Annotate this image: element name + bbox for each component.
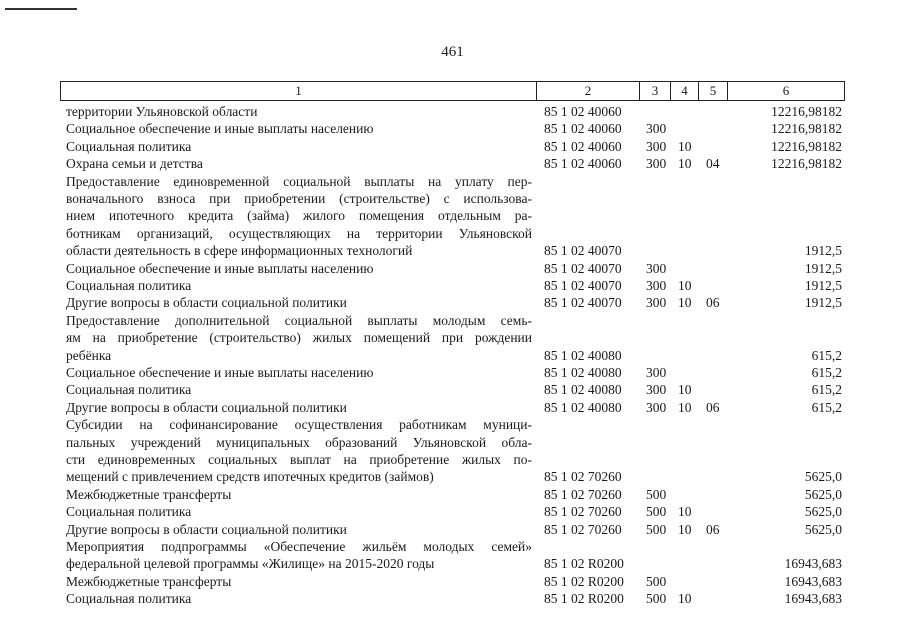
row-code: 85 1 02 40080	[544, 347, 622, 363]
row-amount: 1912,5	[804, 295, 842, 311]
header-col-2: 2	[537, 82, 640, 101]
table-row	[66, 434, 846, 451]
row-code: 85 1 02 40080	[544, 399, 622, 415]
row-text: ям на приобретение (строительство) жилых помещений при рождении	[66, 330, 532, 346]
row-col-3: 500	[646, 504, 667, 520]
row-amount: 615,2	[811, 382, 842, 398]
table-row	[66, 190, 846, 207]
row-col-3: 500	[646, 591, 667, 607]
row-col-4: 10	[678, 382, 692, 398]
row-amount: 615,2	[811, 399, 842, 415]
row-col-5: 06	[706, 521, 720, 537]
table-row	[66, 538, 846, 555]
row-col-3: 500	[646, 573, 667, 589]
row-col-4: 10	[678, 591, 692, 607]
row-amount: 5625,0	[804, 504, 842, 520]
row-code: 85 1 02 40070	[544, 243, 622, 259]
row-col-4: 10	[678, 295, 692, 311]
row-code: 85 1 02 40060	[544, 121, 622, 137]
row-text: Социальное обеспечение и иные выплаты населению	[66, 365, 374, 380]
header-col-6: 6	[728, 82, 845, 101]
row-col-4: 10	[678, 278, 692, 293]
row-text: Социальная политика	[66, 278, 192, 293]
row-col-3: 300	[646, 365, 667, 380]
row-text: Социальное обеспечение и иные выплаты населению	[66, 121, 374, 137]
row-code: 85 1 02 40060	[544, 138, 622, 154]
table-row	[66, 225, 846, 242]
row-text: Другие вопросы в области социальной политики	[66, 399, 347, 415]
row-amount: 12216,98182	[771, 138, 842, 154]
table-row	[66, 555, 846, 572]
row-text: ботникам организаций, осуществляющих на территории Ульяновской	[66, 225, 532, 241]
row-col-3: 300	[646, 156, 667, 172]
table-row	[66, 399, 846, 416]
row-amount: 615,2	[811, 365, 842, 380]
row-amount: 615,2	[811, 347, 842, 363]
row-amount: 5625,0	[804, 486, 842, 502]
header-col-1: 1	[61, 82, 537, 101]
table-row	[66, 329, 846, 346]
row-text: нием ипотечного кредита (займа) жилого помещения отдельным ра-	[66, 208, 532, 224]
row-text: сти единовременных социальных выплат на приобретение жилых по-	[66, 452, 532, 467]
row-amount: 5625,0	[804, 521, 842, 537]
row-text: Межбюджетные трансферты	[66, 486, 232, 502]
row-amount: 1912,5	[804, 260, 842, 276]
row-amount: 1912,5	[804, 278, 842, 293]
top-rule	[5, 8, 77, 10]
table-row	[66, 207, 846, 224]
row-amount: 5625,0	[804, 469, 842, 485]
table-row	[66, 381, 846, 398]
row-code: 85 1 02 R0200	[544, 591, 624, 607]
table-row	[66, 120, 846, 137]
table-row	[66, 242, 846, 259]
table-row	[66, 155, 846, 172]
table-row	[66, 590, 846, 607]
table-row	[66, 347, 846, 364]
row-amount: 12216,98182	[771, 104, 842, 119]
row-code: 85 1 02 40080	[544, 382, 622, 398]
row-col-3: 500	[646, 521, 667, 537]
row-text: Социальная политика	[66, 138, 192, 154]
page-number: 461	[441, 44, 464, 60]
row-code: 85 1 02 70260	[544, 504, 622, 520]
row-text: мещений с привлечением средств ипотечных кредитов (займов)	[66, 469, 434, 485]
table-row	[66, 138, 846, 155]
row-col-5: 04	[706, 156, 720, 172]
table-header	[60, 81, 845, 101]
table-row	[66, 260, 846, 277]
table-row	[66, 451, 846, 468]
row-text: Социальная политика	[66, 382, 192, 398]
row-text: Другие вопросы в области социальной политики	[66, 521, 347, 537]
table-row	[66, 416, 846, 433]
row-text: воначального взноса при приобретении (строительстве) с использова-	[66, 191, 532, 206]
row-text: территории Ульяновской области	[66, 104, 258, 119]
row-code: 85 1 02 40060	[544, 156, 622, 172]
row-col-5: 06	[706, 295, 720, 311]
row-text: Предоставление дополнительной социальной выплаты молодым семь-	[66, 312, 532, 328]
row-col-4: 10	[678, 399, 692, 415]
header-col-3: 3	[640, 82, 671, 101]
row-text: Социальное обеспечение и иные выплаты населению	[66, 260, 374, 276]
header-col-4: 4	[671, 82, 699, 101]
row-code: 85 1 02 R0200	[544, 573, 624, 589]
table-row	[66, 364, 846, 381]
table-row	[66, 277, 846, 294]
row-amount: 1912,5	[804, 243, 842, 259]
row-col-3: 300	[646, 278, 667, 293]
row-code: 85 1 02 70260	[544, 486, 622, 502]
row-text: пальных учреждений муниципальных образований Ульяновской обла-	[66, 434, 532, 450]
row-text: Социальная политика	[66, 504, 192, 520]
row-amount: 16943,683	[784, 556, 842, 572]
table-row	[66, 312, 846, 329]
row-col-3: 300	[646, 382, 667, 398]
row-text: ребёнка	[66, 347, 112, 363]
table-row	[66, 573, 846, 590]
row-code: 85 1 02 R0200	[544, 556, 624, 572]
row-col-4: 10	[678, 138, 692, 154]
row-text: области деятельность в сфере информационных технологий	[66, 243, 413, 259]
row-amount: 16943,683	[784, 573, 842, 589]
row-amount: 16943,683	[784, 591, 842, 607]
row-code: 85 1 02 70260	[544, 521, 622, 537]
row-col-4: 10	[678, 521, 692, 537]
table-row	[66, 468, 846, 485]
table-row	[66, 521, 846, 538]
row-text: Мероприятия подпрограммы «Обеспечение жильём молодых семей»	[66, 539, 532, 554]
row-amount: 12216,98182	[771, 121, 842, 137]
table-row	[66, 103, 846, 120]
row-col-3: 300	[646, 121, 667, 137]
row-code: 85 1 02 40070	[544, 295, 622, 311]
row-text: Межбюджетные трансферты	[66, 573, 232, 589]
row-col-3: 500	[646, 486, 667, 502]
row-text: Субсидии на софинансирование осуществления работникам муници-	[66, 417, 532, 433]
row-col-3: 300	[646, 138, 667, 154]
row-code: 85 1 02 70260	[544, 469, 622, 485]
row-amount: 12216,98182	[771, 156, 842, 172]
table-row	[66, 294, 846, 311]
row-text: Другие вопросы в области социальной политики	[66, 295, 347, 311]
table-row	[66, 503, 846, 520]
table-row	[66, 486, 846, 503]
row-col-3: 300	[646, 399, 667, 415]
row-code: 85 1 02 40070	[544, 278, 622, 293]
row-col-3: 300	[646, 260, 667, 276]
row-text: Охрана семьи и детства	[66, 156, 203, 172]
row-col-4: 10	[678, 504, 692, 520]
row-col-3: 300	[646, 295, 667, 311]
row-text: федеральной целевой программы «Жилище» на 2015-2020 годы	[66, 556, 435, 572]
row-code: 85 1 02 40060	[544, 104, 622, 119]
row-col-4: 10	[678, 156, 692, 172]
row-code: 85 1 02 40080	[544, 365, 622, 380]
row-code: 85 1 02 40070	[544, 260, 622, 276]
header-col-5: 5	[699, 82, 728, 101]
table-row	[66, 173, 846, 190]
row-text: Социальная политика	[66, 591, 192, 607]
row-text: Предоставление единовременной социальной выплаты на уплату пер-	[66, 173, 532, 189]
row-col-5: 06	[706, 399, 720, 415]
